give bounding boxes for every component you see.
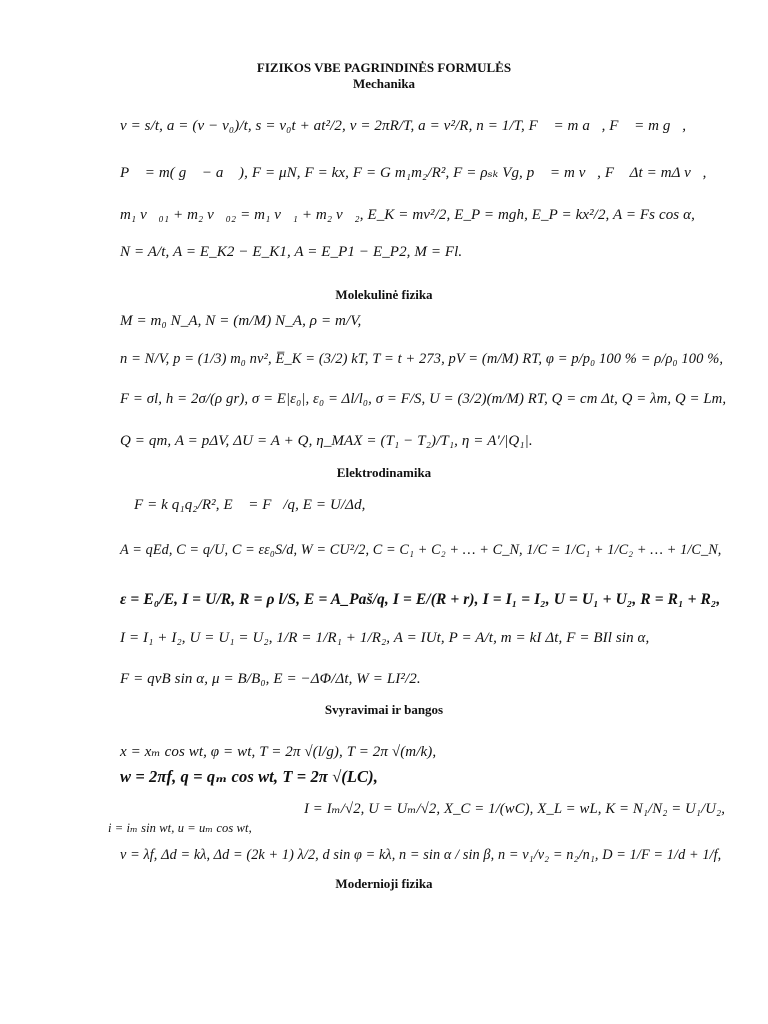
- formula-line: i = iₘ sin wt, u = uₘ cos wt,: [108, 821, 252, 835]
- section-heading-elektrodinamika: Elektrodinamika: [336, 465, 432, 480]
- document-title: FIZIKOS VBE PAGRINDINĖS FORMULĖS: [256, 60, 512, 75]
- formula-line: Q = qm, A = pΔV, ΔU = A + Q, η_MAX = (T₁ − T₂)/T₁, η = A'/|Q₁|.: [120, 433, 533, 449]
- formula-line: P⃗ = m( g⃗ − a⃗ ), F = μN, F = kx, F = G m₁m₂/R², F = ρₛₖ Vg, p⃗ = m v⃗, F⃗ Δt = mΔ v⃗,: [120, 165, 707, 181]
- formula-line: I = Iₘ/√2, U = Uₘ/√2, X_C = 1/(wC), X_L = wL, K = N₁/N₂ = U₁/U₂,: [304, 801, 725, 817]
- section-heading-molekuline-fizika: Molekulinė fizika: [335, 287, 433, 302]
- formula-line: F = qvB sin α, μ = B/B₀, E = −ΔΦ/Δt, W = LI²/2.: [120, 671, 421, 687]
- section-heading-modernioji-fizika: Modernioji fizika: [335, 876, 433, 891]
- formula-line: M = m₀ N_A, N = (m/M) N_A, ρ = m/V,: [120, 313, 362, 329]
- formula-line: F = k q₁q₂/R², E⃗ = F⃗/q, E = U/Δd,: [134, 497, 366, 513]
- formula-line: w = 2πf, q = qₘ cos wt, T = 2π √(LC),: [120, 767, 378, 786]
- formula-line: N = A/t, A = E_K2 − E_K1, A = E_P1 − E_P2, M = Fl.: [120, 244, 463, 260]
- section-heading-mechanika: Mechanika: [352, 76, 416, 91]
- formula-line: n = N/V, p = (1/3) m₀ nv², E̅_K = (3/2) kT, T = t + 273, pV = (m/M) RT, φ = p/p₀ 100 % = ρ/ρ₀ 100 %,: [120, 351, 724, 367]
- formula-line: I = I₁ + I₂, U = U₁ = U₂, 1/R = 1/R₁ + 1/R₂, A = IUt, P = A/t, m = kI Δt, F = BIl sin α,: [120, 630, 650, 646]
- formula-line: F = σl, h = 2σ/(ρ gr), σ = E|ε₀|, ε₀ = Δl/l₀, σ = F/S, U = (3/2)(m/M) RT, Q = cm Δt, Q = λm, Q = Lm,: [120, 391, 727, 407]
- section-heading-svyravimai-ir-bangos: Svyravimai ir bangos: [324, 702, 444, 717]
- formula-line: ε = E₀/E, I = U/R, R = ρ l/S, E = A_Paš/q, I = E/(R + r), I = I₁ = I₂, U = U₁ + U₂, R = R₁ + R₂,: [120, 591, 721, 608]
- formula-line: v = λf, Δd = kλ, Δd = (2k + 1) λ/2, d sin φ = kλ, n = sin α / sin β, n = v₁/v₂ = n₂/n₁, D = 1/F = 1/d + 1/f,: [120, 847, 722, 863]
- formula-line: v = s/t, a = (v − v₀)/t, s = v₀t + at²/2, v = 2πR/T, a = v²/R, n = 1/T, F⃗ = m a⃗, F⃗ = m g⃗,: [120, 118, 687, 134]
- formula-line: m₁ v⃗₀₁ + m₂ v⃗₀₂ = m₁ v⃗₁ + m₂ v⃗₂, E_K = mv²/2, E_P = mgh, E_P = kx²/2, A = Fs cos α,: [120, 207, 695, 223]
- formula-line: x = xₘ cos wt, φ = wt, T = 2π √(l/g), T = 2π √(m/k),: [120, 744, 437, 760]
- formula-line: A = qEd, C = q/U, C = εε₀S/d, W = CU²/2, C = C₁ + C₂ + … + C_N, 1/C = 1/C₁ + 1/C₂ + … + 1/C_N,: [120, 542, 722, 558]
